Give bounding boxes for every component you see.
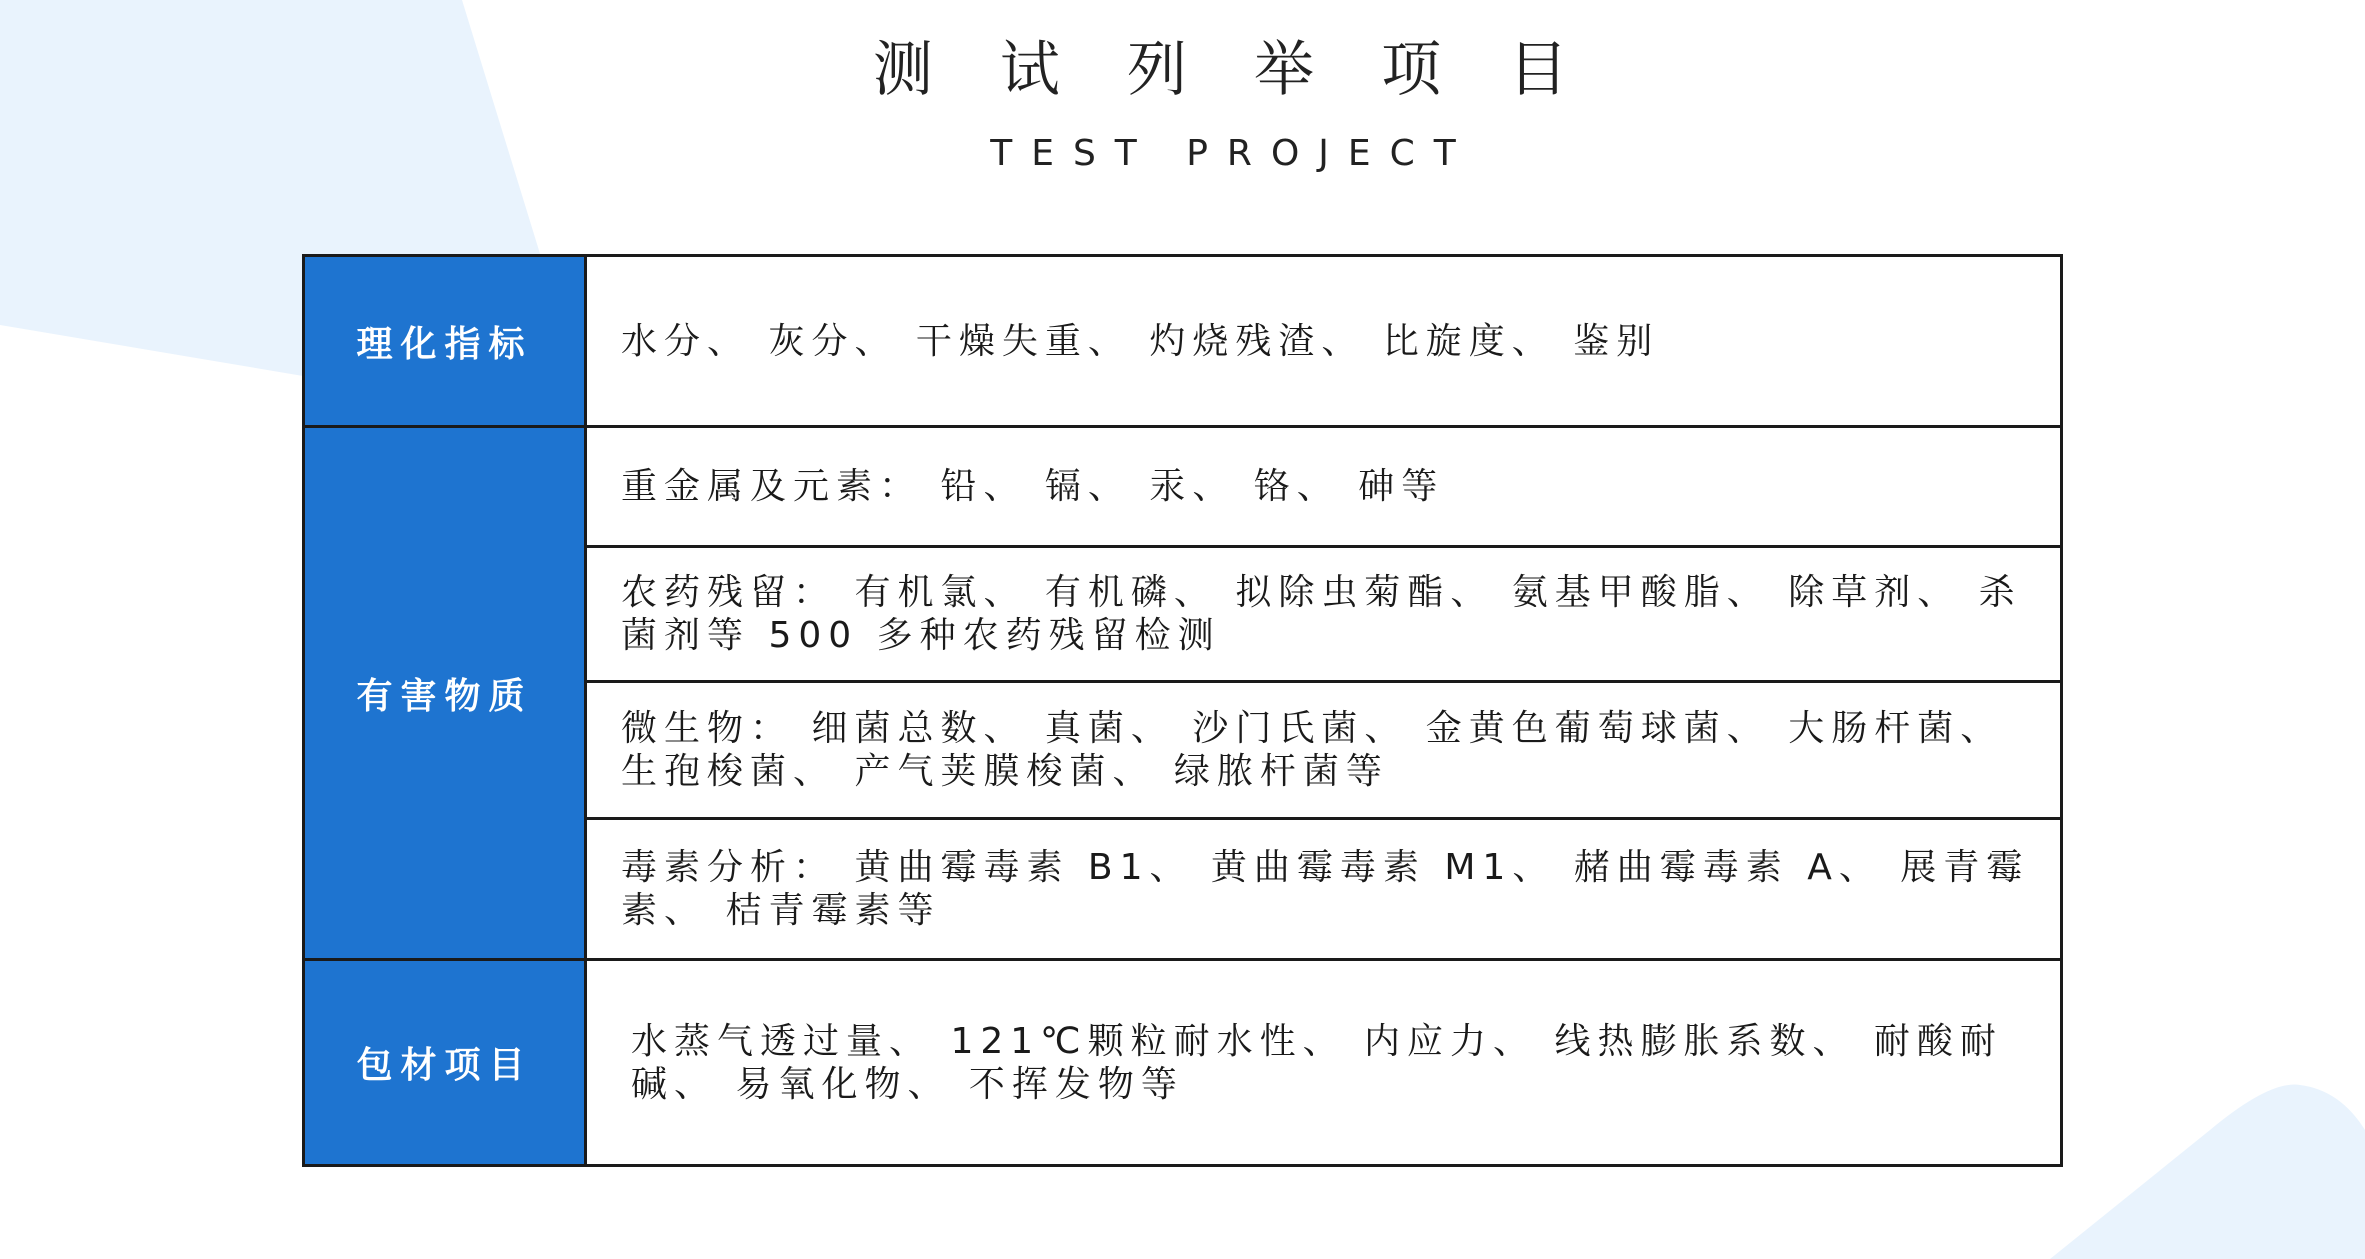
item-toxins: 毒素分析： 黄曲霉毒素 B1、 黄曲霉毒素 M1、 赭曲霉毒素 A、 展青霉素、 桔青霉素等 [586, 819, 2062, 960]
test-items-table [302, 254, 2063, 1167]
item-packaging: 水蒸气透过量、 121℃颗粒耐水性、 内应力、 线热膨胀系数、 耐酸耐碱、 易氧化物、 不挥发物等 [586, 960, 2062, 1166]
category-physchem: 理化指标 [304, 256, 586, 427]
item-microbes: 微生物： 细菌总数、 真菌、 沙门氏菌、 金黄色葡萄球菌、 大肠杆菌、 生孢梭菌、 产气荚膜梭菌、 绿脓杆菌等 [586, 682, 2062, 819]
item-pesticides: 农药残留： 有机氯、 有机磷、 拟除虫菊酯、 氨基甲酸脂、 除草剂、 杀菌剂等 500 多种农药残留检测 [586, 547, 2062, 682]
page-title: 测 试 列 举 项 目 [872, 35, 1593, 105]
page-header [0, 30, 2365, 176]
table-row-heavy-metals [304, 427, 2062, 547]
item-physchem: 水分、 灰分、 干燥失重、 灼烧残渣、 比旋度、 鉴别 [586, 256, 2062, 427]
background-shape-bottom-right [2050, 1085, 2365, 1259]
table-row-physchem [304, 256, 2062, 427]
item-heavy-metals: 重金属及元素： 铅、 镉、 汞、 铬、 砷等 [586, 427, 2062, 547]
category-harmful: 有害物质 [304, 427, 586, 960]
category-packaging: 包材项目 [304, 960, 586, 1166]
table-row-packaging [304, 960, 2062, 1166]
page-subtitle: TEST PROJECT [990, 133, 1475, 174]
